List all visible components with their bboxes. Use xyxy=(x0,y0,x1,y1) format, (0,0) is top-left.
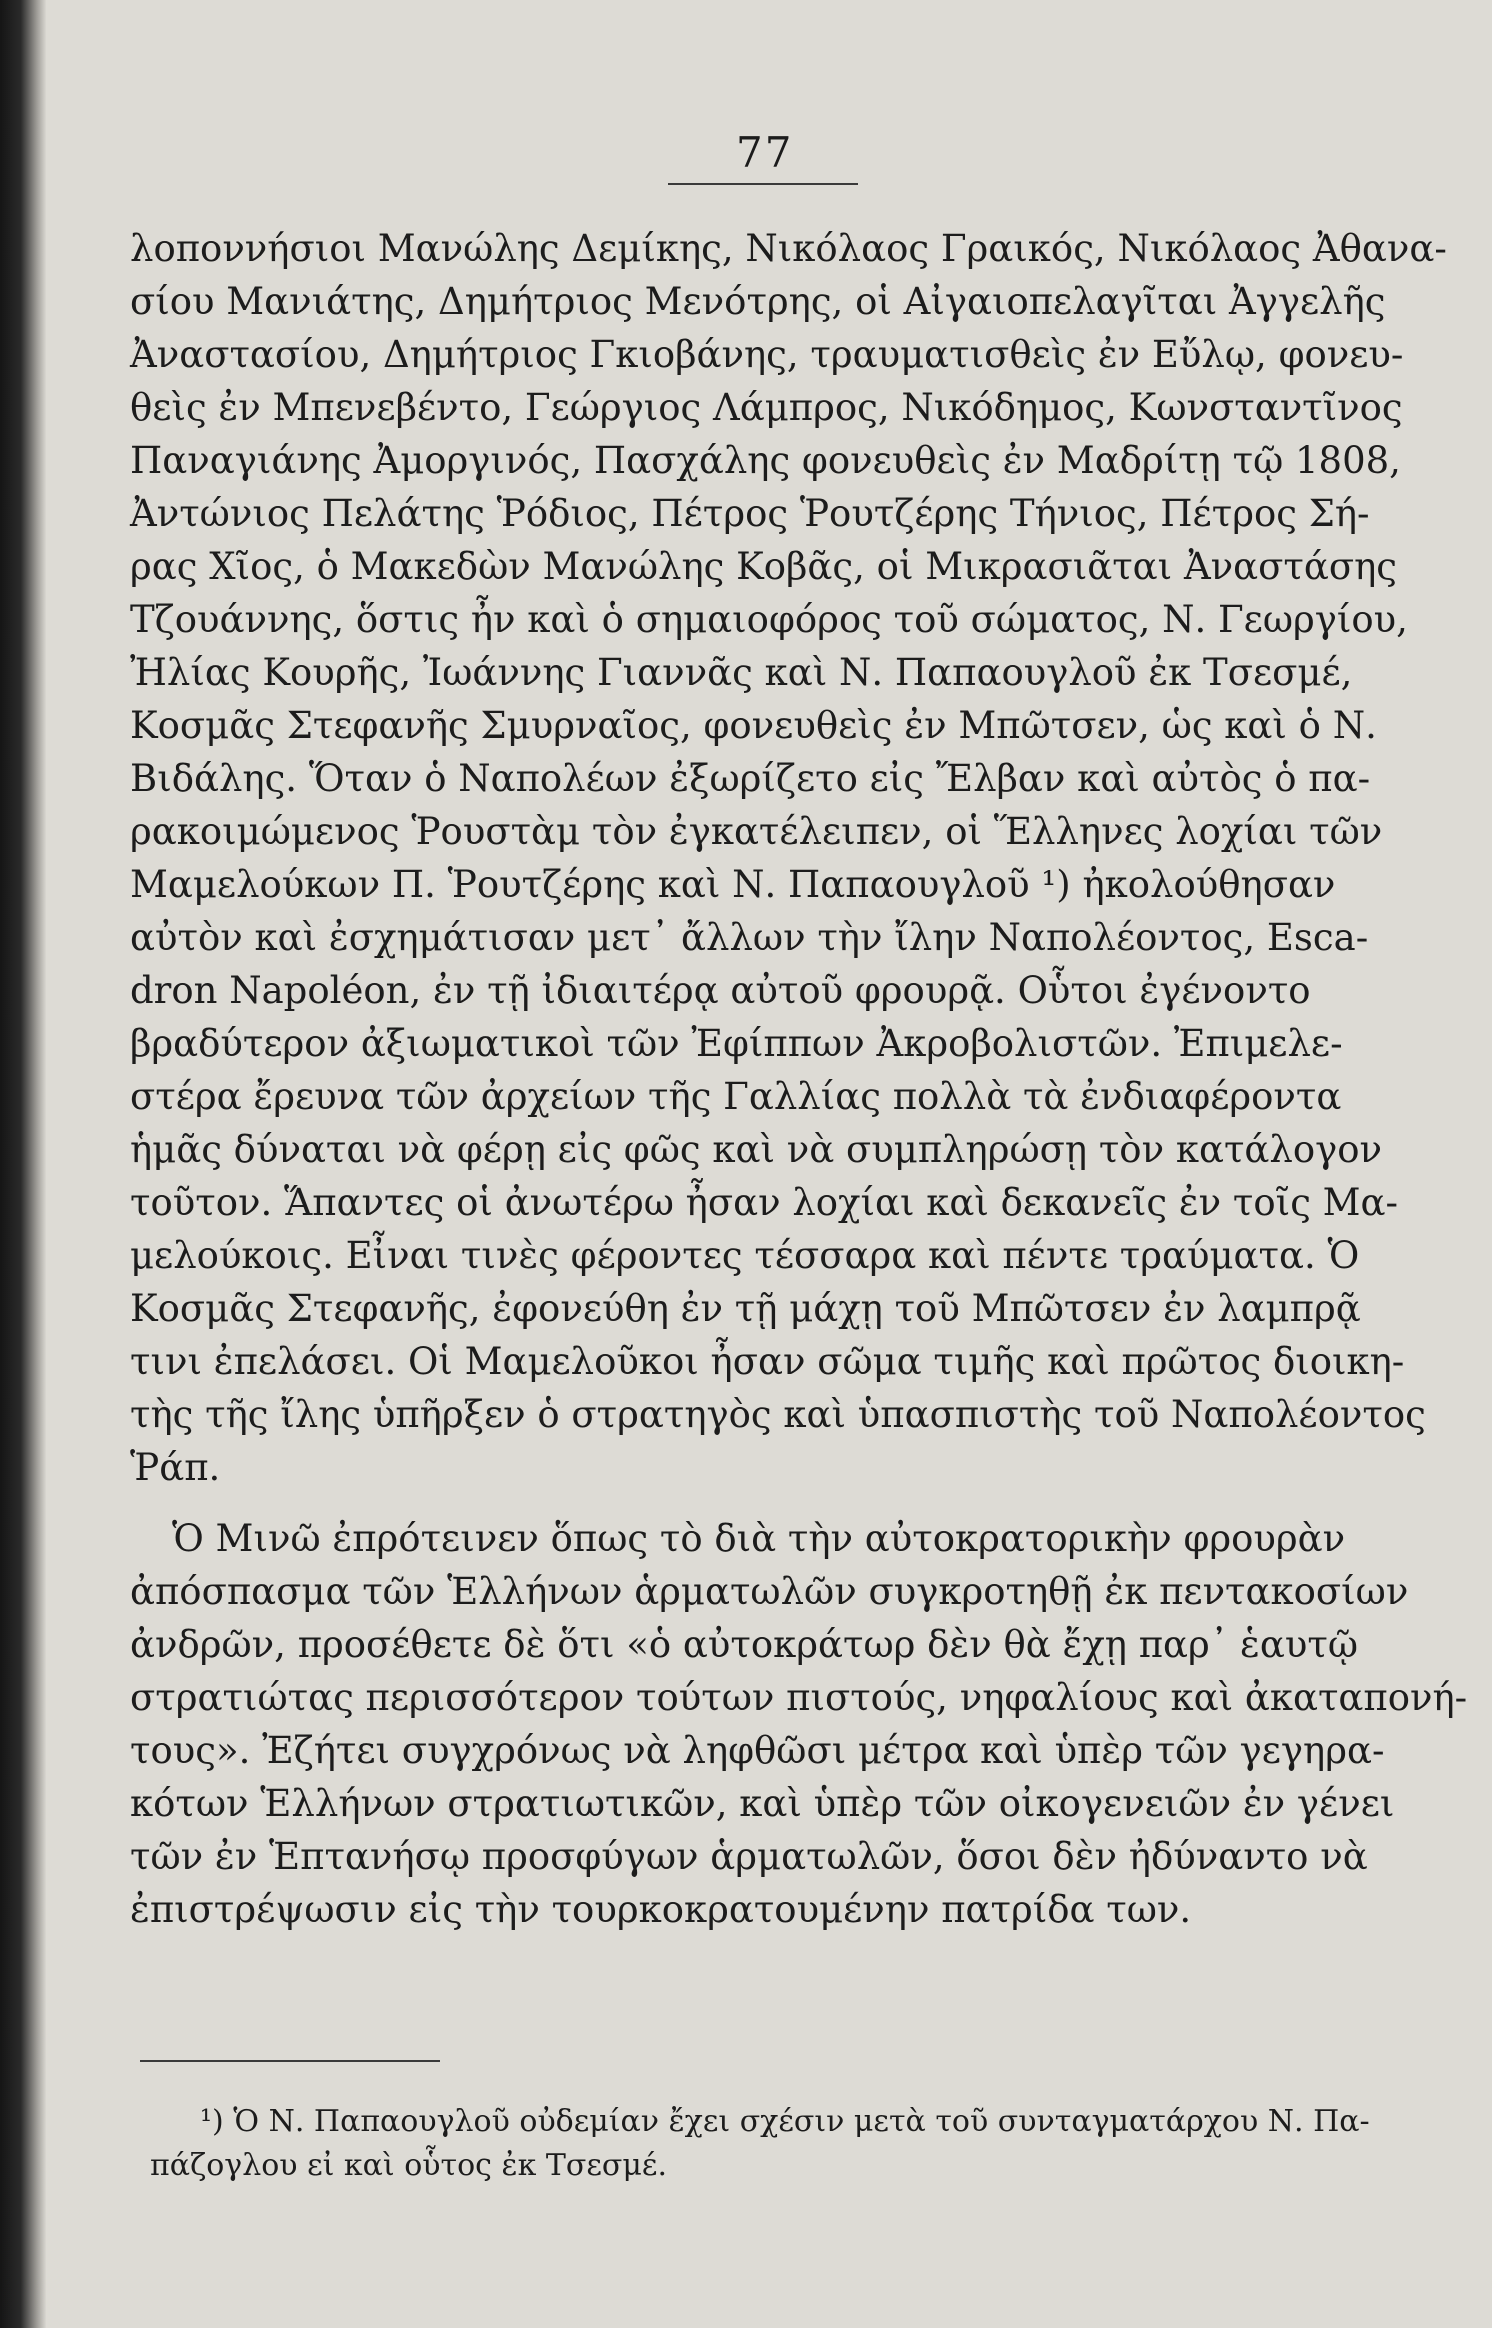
paragraph-gap xyxy=(130,1494,1310,1512)
text-line: Ἀντώνιος Πελάτης Ῥόδιος, Πέτρος Ῥουτζέρης Τήνιος, Πέτρος Σή- xyxy=(130,492,1370,535)
text-line: σίου Μανιάτης, Δημήτριος Μενότρης, οἱ Αἰγαιοπελαγῖται Ἀγγελῆς xyxy=(130,280,1386,323)
text-line: Τζουάννης, ὅστις ἦν καὶ ὁ σημαιοφόρος τοῦ σώματος, Ν. Γεωργίου, xyxy=(130,598,1408,641)
text-line: Ἠλίας Κουρῆς, Ἰωάννης Γιαννᾶς καὶ Ν. Παπαουγλοῦ ἐκ Τσεσμέ, xyxy=(130,651,1353,694)
footnote xyxy=(150,2100,1370,2188)
text-line: ρακοιμώμενος Ῥουστὰμ τὸν ἐγκατέλειπεν, οἱ Ἕλληνες λοχίαι τῶν xyxy=(130,810,1383,853)
text-line: τῶν ἐν Ἑπτανήσῳ προσφύγων ἁρματωλῶν, ὅσοι δὲν ἠδύναντο νὰ xyxy=(130,1835,1368,1878)
text-line: μελούκοις. Εἶναι τινὲς φέροντες τέσσαρα καὶ πέντε τραύματα. Ὁ xyxy=(130,1234,1360,1277)
text-line: αὐτὸν καὶ ἐσχημάτισαν μετ᾽ ἄλλων τὴν ἴλην Ναπολέοντος, Esca- xyxy=(130,916,1369,959)
text-line: Κοσμᾶς Στεφανῆς Σμυρναῖος, φονευθεὶς ἐν Μπῶτσεν, ὡς καὶ ὁ Ν. xyxy=(130,704,1377,747)
footnote-rule xyxy=(140,2060,440,2062)
body-text xyxy=(130,222,1468,1936)
book-binding-edge xyxy=(0,0,46,2328)
text-line: dron Napoléon, ἐν τῇ ἰδιαιτέρᾳ αὐτοῦ φρουρᾷ. Οὗτοι ἐγένοντο xyxy=(130,969,1311,1012)
footnote-line: πάζογλου εἰ καὶ οὗτος ἐκ Τσεσμέ. xyxy=(150,2148,667,2183)
text-line: ἡμᾶς δύναται νὰ φέρῃ εἰς φῶς καὶ νὰ συμπληρώσῃ τὸν κατάλογον xyxy=(130,1128,1383,1171)
text-line: Ἀναστασίου, Δημήτριος Γκιοβάνης, τραυματισθεὶς ἐν Εὔλῳ, φονευ- xyxy=(130,333,1404,376)
text-line: στρατιώτας περισσότερον τούτων πιστούς, νηφαλίους καὶ ἀκαταπονή- xyxy=(130,1676,1468,1719)
text-line: βραδύτερον ἀξιωματικοὶ τῶν Ἐφίππων Ἀκροβολιστῶν. Ἐπιμελε- xyxy=(130,1022,1343,1065)
footnote-line: ¹) Ὁ Ν. Παπαουγλοῦ οὐδεμίαν ἔχει σχέσιν μετὰ τοῦ συνταγματάρχου Ν. Πα- xyxy=(200,2104,1370,2139)
text-line: Ὁ Μινῶ ἐπρότεινεν ὅπως τὸ διὰ τὴν αὐτοκρατορικὴν φρουρὰν xyxy=(172,1517,1346,1560)
text-line: τοῦτον. Ἅπαντες οἱ ἀνωτέρω ἦσαν λοχίαι καὶ δεκανεῖς ἐν τοῖς Μα- xyxy=(130,1181,1399,1224)
text-line: τους». Ἐζήτει συγχρόνως νὰ ληφθῶσι μέτρα καὶ ὑπὲρ τῶν γεγηρα- xyxy=(130,1729,1385,1772)
text-line: λοποννήσιοι Μανώλης Δεμίκης, Νικόλαος Γραικός, Νικόλαος Ἀθανα- xyxy=(130,227,1447,270)
text-line: Βιδάλης. Ὅταν ὁ Ναπολέων ἐξωρίζετο εἰς Ἔλβαν καὶ αὐτὸς ὁ πα- xyxy=(130,757,1371,800)
text-line: τὴς τῆς ἴλης ὑπῆρξεν ὁ στρατηγὸς καὶ ὑπασπιστὴς τοῦ Ναπολέοντος xyxy=(130,1393,1426,1436)
text-line: Ῥάπ. xyxy=(130,1446,221,1489)
text-line: ρας Χῖος, ὁ Μακεδὼν Μανώλης Κοβᾶς, οἱ Μικρασιᾶται Ἀναστάσης xyxy=(130,545,1397,588)
text-line: ἀπόσπασμα τῶν Ἑλλήνων ἁρματωλῶν συγκροτηθῇ ἐκ πεντακοσίων xyxy=(130,1570,1409,1613)
text-line: κότων Ἑλλήνων στρατιωτικῶν, καὶ ὑπὲρ τῶν οἰκογενειῶν ἐν γένει xyxy=(130,1782,1395,1825)
page-number: 77 xyxy=(736,128,794,177)
header-rule xyxy=(668,183,858,185)
text-line: τινι ἐπελάσει. Οἱ Μαμελοῦκοι ἦσαν σῶμα τιμῆς καὶ πρῶτος διοικη- xyxy=(130,1340,1405,1383)
text-line: θεὶς ἐν Μπενεβέντο, Γεώργιος Λάμπρος, Νικόδημος, Κωνσταντῖνος xyxy=(130,386,1403,429)
text-line: Κοσμᾶς Στεφανῆς, ἐφονεύθη ἐν τῇ μάχῃ τοῦ Μπῶτσεν ἐν λαμπρᾷ xyxy=(130,1287,1361,1330)
text-line: ἀνδρῶν, προσέθετε δὲ ὅτι «ὁ αὐτοκράτωρ δὲν θὰ ἔχῃ παρ᾽ ἑαυτῷ xyxy=(130,1623,1359,1666)
text-line: ἐπιστρέψωσιν εἰς τὴν τουρκοκρατουμένην πατρίδα των. xyxy=(130,1888,1192,1931)
text-line: στέρα ἔρευνα τῶν ἀρχείων τῆς Γαλλίας πολλὰ τὰ ἐνδιαφέροντα xyxy=(130,1075,1342,1118)
text-line: Παναγιάνης Ἀμοργινός, Πασχάλης φονευθεὶς ἐν Μαδρίτῃ τῷ 1808, xyxy=(130,439,1401,482)
text-line: Μαμελούκων Π. Ῥουτζέρης καὶ Ν. Παπαουγλοῦ ¹) ἠκολούθησαν xyxy=(130,863,1336,906)
